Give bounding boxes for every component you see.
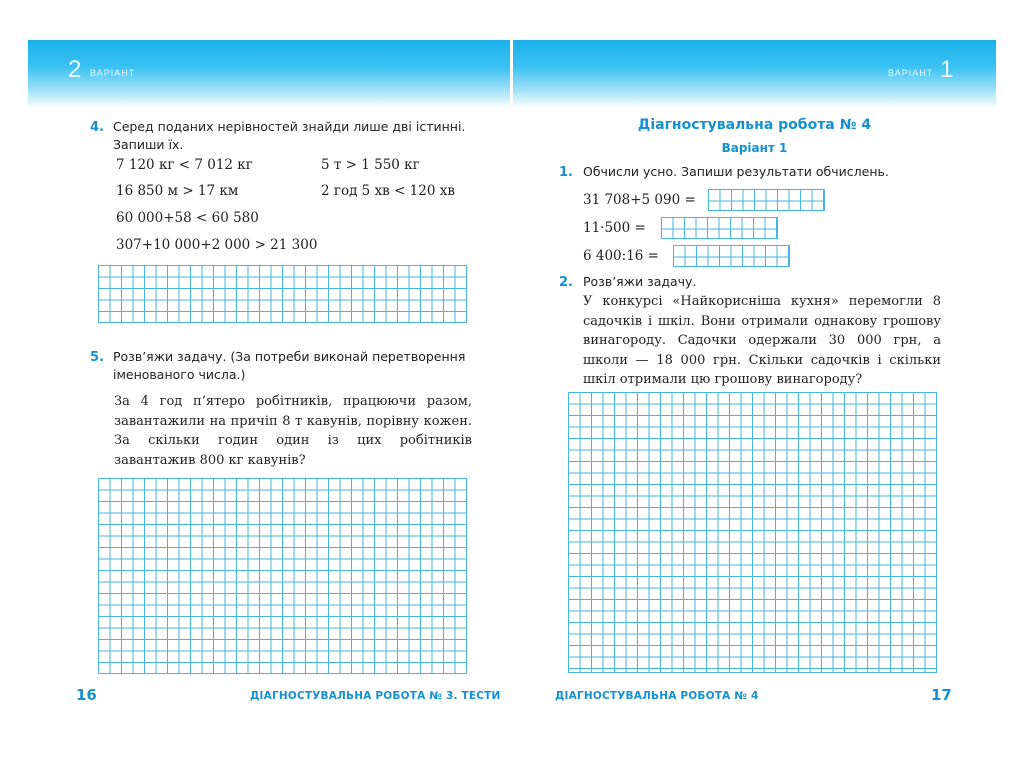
page-subtitle: Варіант 1 <box>721 141 788 155</box>
right-variant-number: 1 <box>940 56 954 83</box>
expression-3-answer-grid[interactable] <box>673 245 790 267</box>
inequality-4: 2 год 5 хв < 120 хв <box>321 183 455 199</box>
left-page-number: 16 <box>76 686 97 704</box>
left-variant-label: ВАРІАНТ <box>90 68 136 78</box>
expression-2-answer-grid[interactable] <box>661 217 778 239</box>
page-title: Діагностувальна робота № 4 <box>637 117 872 133</box>
left-footer: ДІАГНОСТУВАЛЬНА РОБОТА № 3. ТЕСТИ <box>250 690 501 702</box>
expression-2: 11·500 = <box>583 220 646 236</box>
inequality-5: 60 000+58 < 60 580 <box>116 210 259 226</box>
task5-answer-grid[interactable] <box>98 478 467 674</box>
inequality-3: 16 850 м > 17 км <box>116 183 239 199</box>
task5-text: Розв’яжи задачу. (За потреби виконай перетворення іменованого числа.) <box>113 349 466 382</box>
inequality-2: 5 т > 1 550 кг <box>321 157 420 173</box>
task2-answer-grid[interactable] <box>568 392 937 673</box>
task4-text: Серед поданих нерівностей знайди лише дві істинні. Запиши їх. <box>113 119 466 152</box>
expression-1-answer-grid[interactable] <box>708 189 825 211</box>
right-footer: ДІАГНОСТУВАЛЬНА РОБОТА № 4 <box>555 690 759 702</box>
task1-text: Обчисли усно. Запиши результати обчислень. <box>583 164 889 179</box>
task4-answer-grid[interactable] <box>98 265 467 323</box>
task5-problem: За 4 год п’ятеро робітників, працюючи разом, завантажили на причіп 8 т кавунів, порівну кожен. За скільки годин один із цих робітників завантажив 800 кг кавунів? <box>114 394 472 468</box>
task2-number: 2. <box>559 275 573 290</box>
expression-3: 6 400:16 = <box>583 248 659 264</box>
task2-text: Розв’яжи задачу. <box>583 274 697 289</box>
task4-number: 4. <box>90 120 104 135</box>
task1-number: 1. <box>559 165 573 180</box>
inequality-6: 307+10 000+2 000 > 21 300 <box>116 237 318 253</box>
inequality-1: 7 120 кг < 7 012 кг <box>116 157 253 173</box>
book-spread <box>28 40 996 718</box>
left-variant-number: 2 <box>68 56 82 83</box>
expression-1: 31 708+5 090 = <box>583 192 696 208</box>
right-variant-label: ВАРІАНТ <box>888 68 934 78</box>
task2-problem: У конкурсі «Найкорисніша кухня» перемогли 8 садочків і шкіл. Вони отримали однакову грошову винагороду. Садочки одержали 30 000 грн, а школи — 18 000 грн. Скільки садочків і скільки шкіл отримали цю грошову винагороду? <box>583 294 941 387</box>
right-page-number: 17 <box>931 686 952 704</box>
task5-number: 5. <box>90 350 104 365</box>
